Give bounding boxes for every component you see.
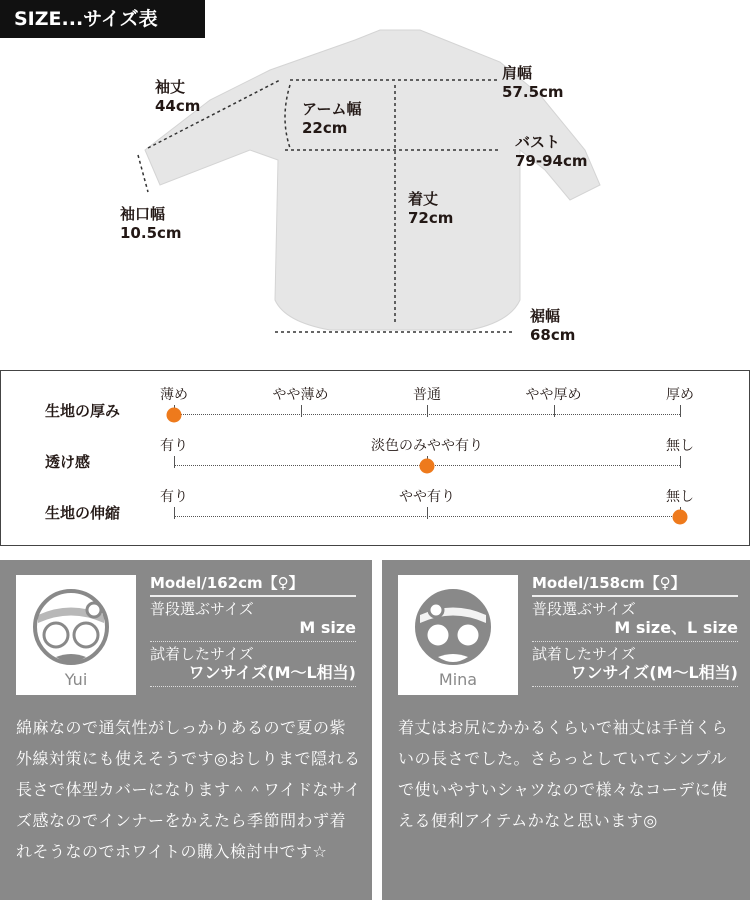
value: 44cm xyxy=(155,97,201,115)
model-comment: 着丈はお尻にかかるくらいで袖丈は手首くらいの長さでした。さらっとしていてシンプルで使いやすいシャツなので様々なコーデに使える便利アイテムかなと思います◎ xyxy=(398,718,729,830)
scale-tick xyxy=(174,456,175,468)
scale-tick xyxy=(680,405,681,417)
model-height: Model/162cm【♀】 xyxy=(150,572,356,597)
value: 79-94cm xyxy=(515,152,588,170)
tried-size-label: 試着したサイズ xyxy=(532,645,636,663)
scale-tick-label: 淡色のみやや有り xyxy=(371,438,483,454)
scale-tick xyxy=(427,405,428,417)
scale-tick-label: 普通 xyxy=(413,387,441,403)
value: 22cm xyxy=(302,119,348,137)
avatar-icon xyxy=(16,575,136,695)
fabric-row-label: 生地の伸縮 xyxy=(45,504,121,522)
label: アーム幅 xyxy=(302,100,362,118)
svg-text:Mina: Mina xyxy=(438,670,478,689)
scale-tick xyxy=(554,405,555,417)
label: バスト xyxy=(515,133,561,151)
model-panel-mina xyxy=(382,560,750,900)
scale-tick-label: 薄め xyxy=(160,387,188,403)
fabric-row-label: 生地の厚み xyxy=(45,402,121,420)
label: 裾幅 xyxy=(530,307,561,325)
measure-armhole xyxy=(302,100,362,138)
value: 10.5cm xyxy=(120,224,182,242)
label: 着丈 xyxy=(408,190,439,208)
svg-text:Yui: Yui xyxy=(64,670,88,689)
scale-tick-label: やや有り xyxy=(399,489,455,505)
label: 袖丈 xyxy=(155,78,186,96)
scale-tick xyxy=(427,507,428,519)
tried-size-label: 試着したサイズ xyxy=(150,645,254,663)
usual-size-label: 普段選ぶサイズ xyxy=(532,600,636,618)
tried-size: ワンサイズ(M〜L相当) xyxy=(150,663,356,687)
value: 68cm xyxy=(530,326,576,344)
tried-size: ワンサイズ(M〜L相当) xyxy=(532,663,738,687)
scale-marker xyxy=(167,408,182,423)
scale-tick xyxy=(301,405,302,417)
scale-tick-label: 有り xyxy=(160,489,188,505)
measure-cuff xyxy=(120,205,182,243)
label: 袖口幅 xyxy=(120,205,166,223)
scale-marker xyxy=(673,510,688,525)
usual-size: M size、L size xyxy=(532,618,738,642)
size-header: SIZE...サイズ表 xyxy=(0,0,205,38)
scale-tick xyxy=(680,456,681,468)
model-comment: 綿麻なので通気性がしっかりあるので夏の紫外線対策にも使えそうです◎おしりまで隠れる長さで体型カバーになります＾＾ワイドなサイズ感なのでインナーをかえたら季節問わず着れそうなのでホワイトの購入検討中です☆ xyxy=(16,718,361,861)
fabric-row-label: 透け感 xyxy=(45,453,91,471)
measure-sleeve xyxy=(155,78,200,116)
scale-tick-label: やや厚め xyxy=(525,387,582,403)
scale-tick-label: やや薄め xyxy=(272,387,329,403)
measure-hem xyxy=(530,307,575,345)
model-height: Model/158cm【♀】 xyxy=(532,572,738,597)
shirt-diagram xyxy=(0,0,750,360)
avatar xyxy=(398,575,518,695)
usual-size-label: 普段選ぶサイズ xyxy=(150,600,254,618)
value: 72cm xyxy=(408,209,454,227)
avatar xyxy=(16,575,136,695)
model-info xyxy=(532,572,738,687)
model-panel-yui xyxy=(0,560,372,900)
scale-tick-label: 無し xyxy=(666,438,694,454)
fabric-chart xyxy=(0,370,750,546)
scale-marker xyxy=(420,459,435,474)
value: 57.5cm xyxy=(502,83,564,101)
model-info xyxy=(150,572,356,687)
scale-tick-label: 無し xyxy=(666,489,694,505)
scale-tick xyxy=(174,507,175,519)
measure-shoulder xyxy=(502,64,564,102)
measure-length xyxy=(408,190,453,228)
scale-tick-label: 有り xyxy=(160,438,188,454)
usual-size: M size xyxy=(150,618,356,642)
avatar-icon xyxy=(398,575,518,695)
measure-bust xyxy=(515,133,588,171)
label: 肩幅 xyxy=(502,64,533,82)
scale-tick-label: 厚め xyxy=(666,387,694,403)
